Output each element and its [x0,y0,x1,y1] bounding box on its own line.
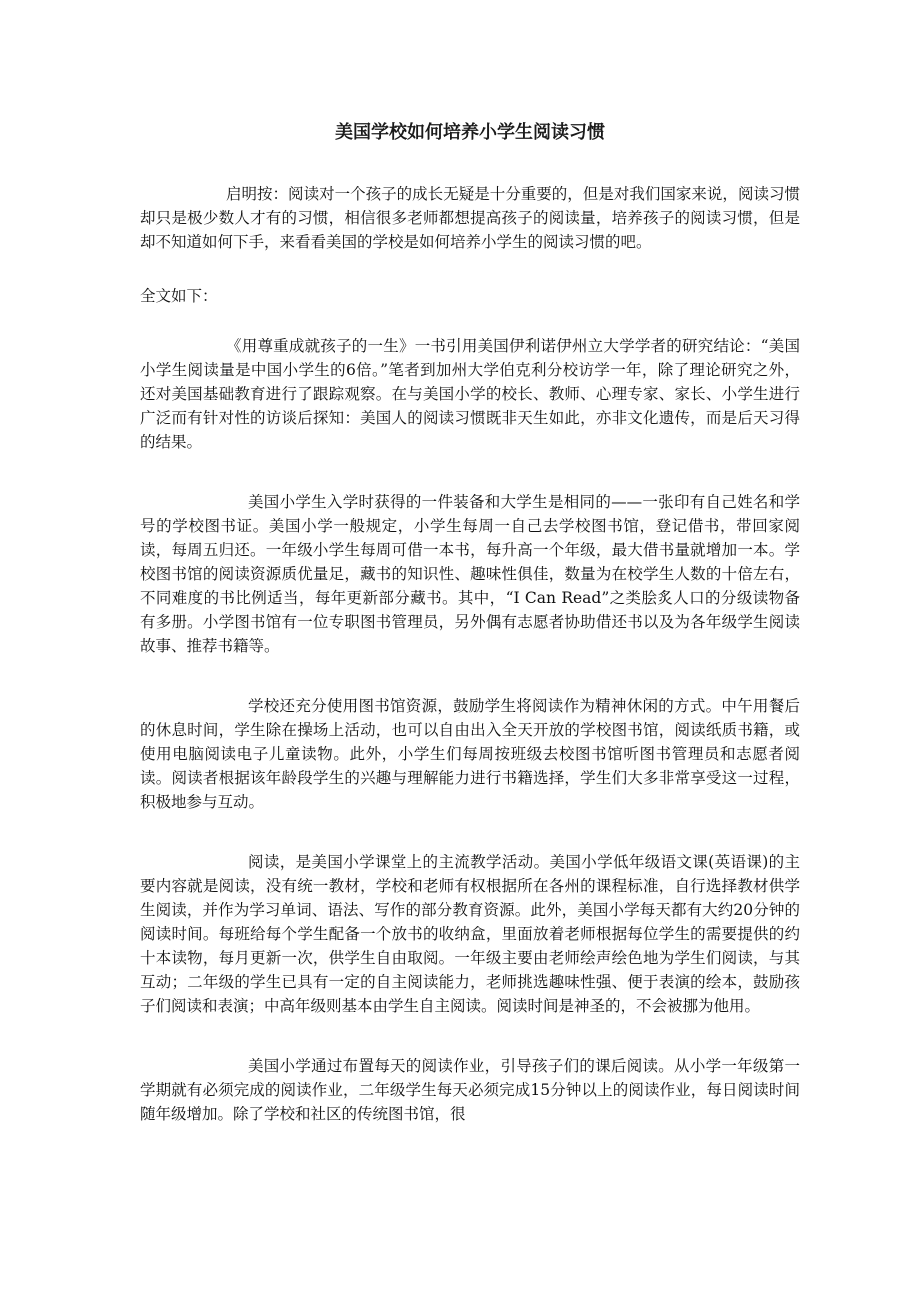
body-paragraph-5: 美国小学通过布置每天的阅读作业，引导孩子们的课后阅读。从小学一年级第一学期就有必须完成的阅读作业，二年级学生每天必须完成15分钟以上的阅读作业，每日阅读时间随年级增加。除了学校和社区的传统图书馆，很 [140,1057,800,1123]
document-title: 美国学校如何培养小学生阅读习惯 [335,122,605,143]
body-paragraph-1: 《用尊重成就孩子的一生》一书引用美国伊利诺伊州立大学学者的研究结论：“美国小学生阅读量是中国小学生的6倍。”笔者到加州大学伯克利分校访学一年，除了理论研究之外，还对美国基础教育进行了跟踪观察。在与美国小学的校长、教师、心理专家、家长、小学生进行广泛而有针对性的访谈后探知：美国人的阅读习惯既非天生如此，亦非文化遗传，而是后天习得的结果。 [140,337,800,451]
full-text-label: 全文如下： [140,287,218,305]
editor-note-paragraph: 启明按：阅读对一个孩子的成长无疑是十分重要的，但是对我们国家来说，阅读习惯却只是极少数人才有的习惯，相信很多老师都想提高孩子的阅读量，培养孩子的阅读习惯，但是却不知道如何下手，来看看美国的学校是如何培养小学生的阅读习惯的吧。 [140,185,800,251]
body-paragraph-3: 学校还充分使用图书馆资源，鼓励学生将阅读作为精神休闲的方式。中午用餐后的休息时间，学生除在操场上活动，也可以自由出入全天开放的学校图书馆，阅读纸质书籍，或使用电脑阅读电子儿童读物。此外，小学生们每周按班级去校图书馆听图书管理员和志愿者阅读。阅读者根据该年龄段学生的兴趣与理解能力进行书籍选择，学生们大多非常享受这一过程，积极地参与互动。 [140,697,800,811]
body-paragraph-4: 阅读，是美国小学课堂上的主流教学活动。美国小学低年级语文课(英语课)的主要内容就是阅读，没有统一教材，学校和老师有权根据所在各州的课程标准，自行选择教材供学生阅读，并作为学习单词、语法、写作的部分教育资源。此外，美国小学每天都有大约20分钟的阅读时间。每班给每个学生配备一个放书的收纳盒，里面放着老师根据每位学生的需要提供的约十本读物，每月更新一次，供学生自由取阅。一年级主要由老师绘声绘色地为学生们阅读，与其互动；二年级的学生已具有一定的自主阅读能力，老师挑选趣味性强、便于表演的绘本，鼓励孩子们阅读和表演；中高年级则基本由学生自主阅读。阅读时间是神圣的，不会被挪为他用。 [140,853,800,1015]
body-paragraph-2: 美国小学生入学时获得的一件装备和大学生是相同的——一张印有自己姓名和学号的学校图书证。美国小学一般规定，小学生每周一自己去学校图书馆，登记借书，带回家阅读，每周五归还。一年级小学生每周可借一本书，每升高一个年级，最大借书量就增加一本。学校图书馆的阅读资源质优量足，藏书的知识性、趣味性俱佳，数量为在校学生人数的十倍左右，不同难度的书比例适当，每年更新部分藏书。其中，“I Can Read”之类脍炙人口的分级读物备有多册。小学图书馆有一位专职图书管理员，另外偶有志愿者协助借还书以及为各年级学生阅读故事、推荐书籍等。 [140,493,800,655]
document-page [140,120,800,1162]
